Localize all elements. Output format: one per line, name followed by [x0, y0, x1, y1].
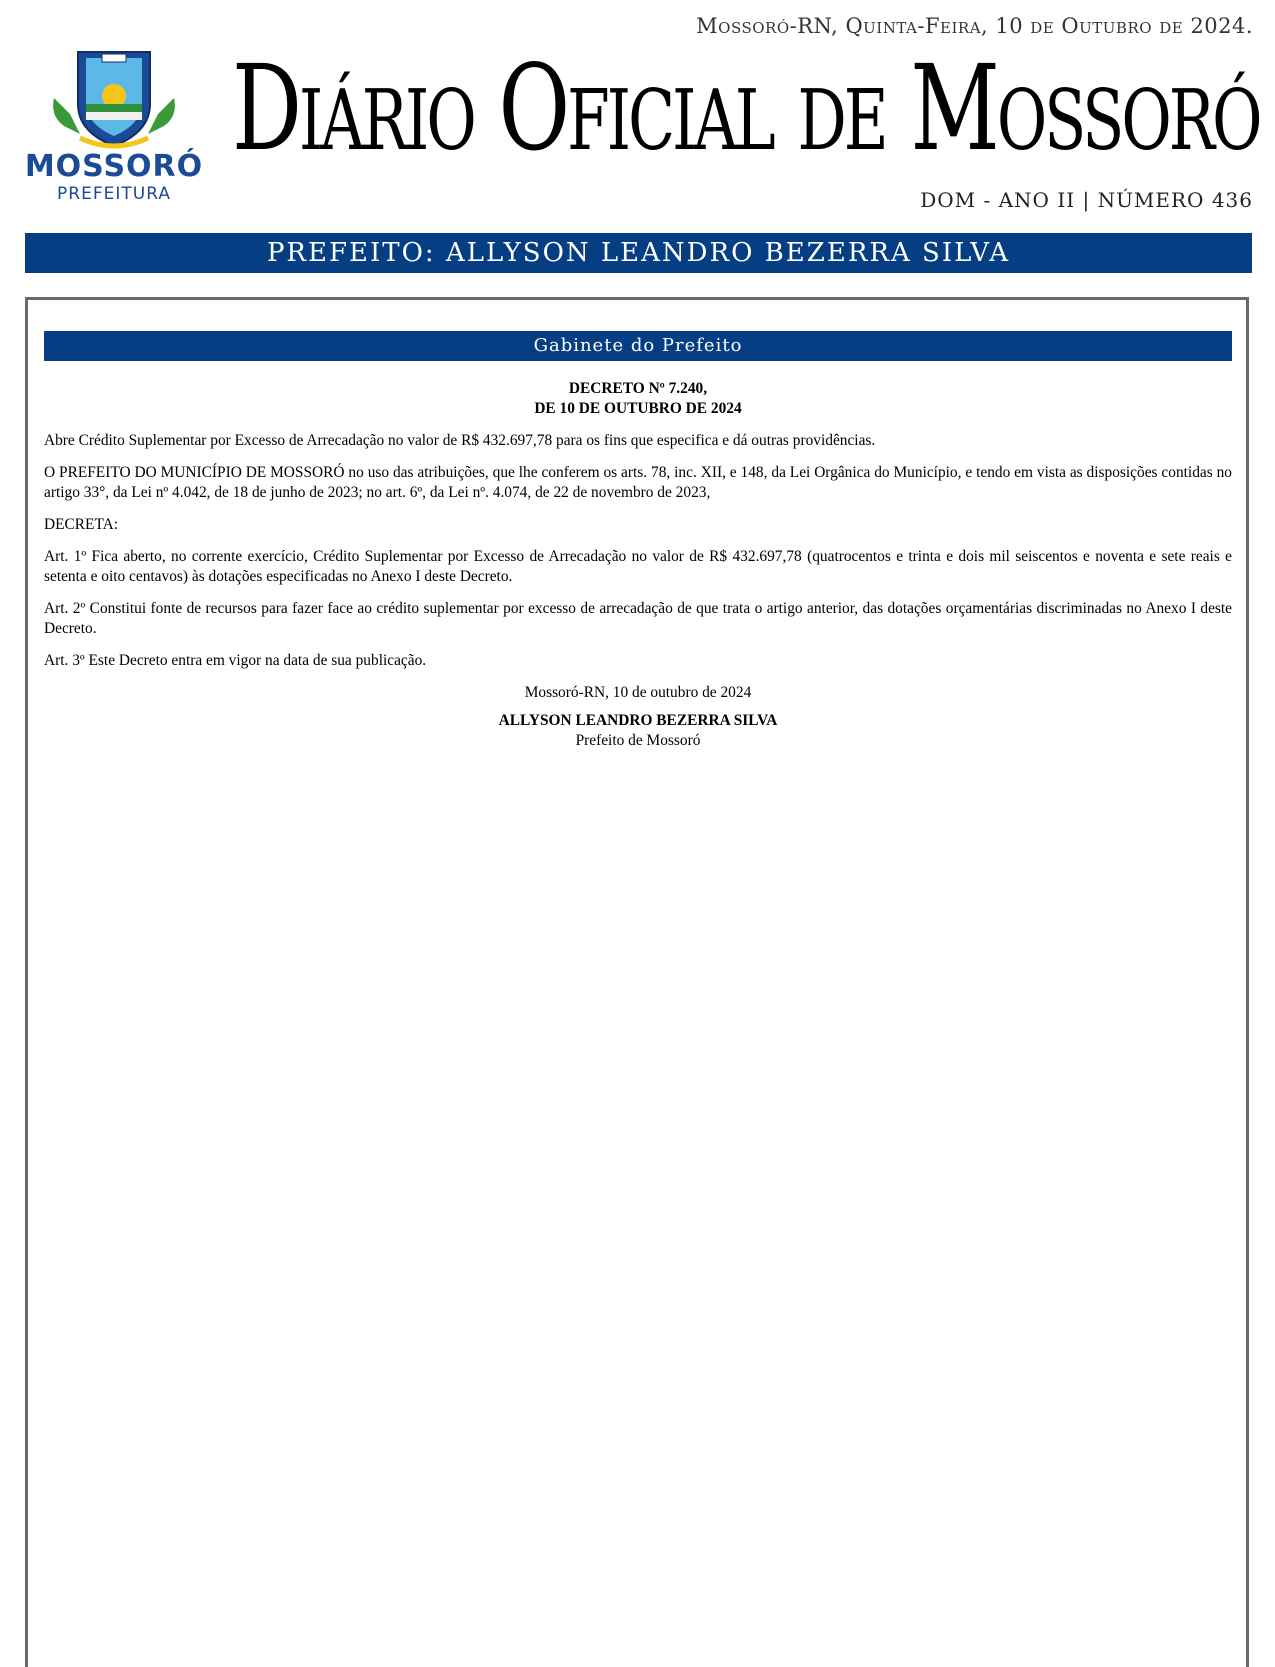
decree-preamble: O PREFEITO DO MUNICÍPIO DE MOSSORÓ no uso das atribuições, que lhe conferem os arts. 78, inc. XII, e 148, da Lei Orgânica do Município, e tendo em vista as disposições contidas no artigo 33°, da Lei nº 4.042, de 18 de junho de 2023; no art. 6º, da Lei nº. 4.074, de 22 de novembro de 2023,: [44, 464, 1232, 501]
issue-number: DOM - ANO II | NÚMERO 436: [920, 188, 1253, 212]
decree-title-line1: DECRETO Nº 7.240,: [568, 380, 708, 397]
city-coat-of-arms-icon: [50, 46, 178, 150]
place-date: Mossoró-RN, 10 de outubro de 2024: [524, 684, 752, 701]
section-header: Gabinete do Prefeito: [44, 331, 1232, 361]
decree-body: [44, 379, 1232, 751]
signer-role: Prefeito de Mossoró: [575, 732, 701, 749]
logo-subtitle: PREFEITURA: [57, 184, 171, 204]
mayor-banner: PREFEITO: ALLYSON LEANDRO BEZERRA SILVA: [25, 233, 1252, 273]
decree-article-3: Art. 3º Este Decreto entra em vigor na data de sua publicação.: [44, 652, 427, 669]
decree-decreta: DECRETA:: [44, 516, 119, 533]
city-logo: [24, 46, 204, 206]
edition-date: Mossoró-RN, Quinta-Feira, 10 de Outubro de 2024.: [696, 14, 1253, 38]
signer-name: ALLYSON LEANDRO BEZERRA SILVA: [498, 712, 778, 729]
decree-title: [44, 379, 1232, 419]
decree-article-1: Art. 1º Fica aberto, no corrente exercício, Crédito Suplementar por Excesso de Arrecadação no valor de R$ 432.697,78 (quatrocentos e trinta e dois mil seiscentos e noventa e sete reais e setenta e oito centavos) às dotações especificadas no Anexo I deste Decreto.: [44, 548, 1232, 585]
decree-summary: Abre Crédito Suplementar por Excesso de Arrecadação no valor de R$ 432.697,78 para os fins que especifica e dá outras providências.: [44, 432, 876, 449]
decree-title-line2: DE 10 DE OUTUBRO DE 2024: [534, 400, 742, 417]
masthead-title: Diário Oficial de Mossoró: [232, 39, 1260, 177]
logo-city-name: MOSSORÓ: [24, 149, 204, 184]
decree-article-2: Art. 2º Constitui fonte de recursos para fazer face ao crédito suplementar por excesso de arrecadação de que trata o artigo anterior, das dotações orçamentárias discriminadas no Anexo I deste Decreto.: [44, 600, 1232, 637]
